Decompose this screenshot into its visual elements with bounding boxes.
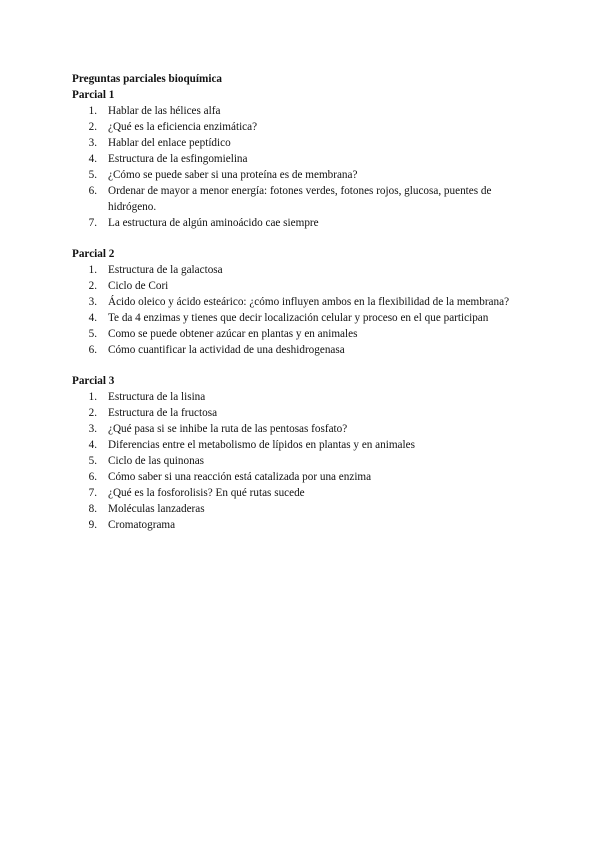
item-text: Hablar de las hélices alfa xyxy=(108,105,221,117)
document-page xyxy=(72,71,532,533)
list-item xyxy=(72,262,532,278)
list-item xyxy=(72,469,532,485)
list-item xyxy=(72,183,532,215)
item-text: Hablar del enlace peptídico xyxy=(108,137,231,149)
question-list xyxy=(72,389,532,533)
list-item xyxy=(72,437,532,453)
list-item xyxy=(72,501,532,517)
item-text: Diferencias entre el metabolismo de lípidos en plantas y en animales xyxy=(108,439,415,451)
item-number: 9. xyxy=(88,519,97,531)
item-text: Cómo cuantificar la actividad de una deshidrogenasa xyxy=(108,344,345,356)
item-text: Estructura de la fructosa xyxy=(108,407,218,419)
item-number: 1. xyxy=(88,391,97,403)
list-item xyxy=(72,389,532,405)
item-number: 6. xyxy=(88,471,97,483)
item-number: 2. xyxy=(88,280,97,292)
item-text: Ciclo de Cori xyxy=(108,280,169,292)
item-number: 3. xyxy=(88,296,97,308)
item-number: 6. xyxy=(88,185,97,197)
item-number: 3. xyxy=(88,423,97,435)
section-parcial-3 xyxy=(72,373,532,533)
list-item xyxy=(72,294,532,310)
document-title: Preguntas parciales bioquímica xyxy=(72,73,223,85)
item-number: 4. xyxy=(88,312,97,324)
item-number: 4. xyxy=(88,439,97,451)
item-text: Estructura de la lisina xyxy=(108,391,206,403)
question-list xyxy=(72,103,532,231)
item-number: 8. xyxy=(88,503,97,515)
item-number: 4. xyxy=(88,153,97,165)
list-item xyxy=(72,517,532,533)
list-item xyxy=(72,453,532,469)
item-text: Estructura de la esfingomielina xyxy=(108,153,248,165)
list-item xyxy=(72,310,532,326)
item-number: 6. xyxy=(88,344,97,356)
list-item xyxy=(72,103,532,119)
item-number: 3. xyxy=(88,137,97,149)
section-heading: Parcial 1 xyxy=(72,89,115,101)
item-number: 1. xyxy=(88,264,97,276)
list-item xyxy=(72,326,532,342)
list-item xyxy=(72,151,532,167)
section-heading: Parcial 2 xyxy=(72,248,115,260)
item-number: 2. xyxy=(88,121,97,133)
item-text: Cómo saber si una reacción está catalizada por una enzima xyxy=(108,471,372,483)
list-item xyxy=(72,167,532,183)
item-number: 5. xyxy=(88,169,97,181)
list-item xyxy=(72,119,532,135)
item-text: ¿Qué es la eficiencia enzimática? xyxy=(108,121,258,133)
item-text: Cromatograma xyxy=(108,519,176,531)
list-item xyxy=(72,405,532,421)
item-text: Ciclo de las quinonas xyxy=(108,455,205,467)
item-text: Estructura de la galactosa xyxy=(108,264,223,276)
list-item xyxy=(72,342,532,358)
item-number: 7. xyxy=(88,217,97,229)
item-text: Te da 4 enzimas y tienes que decir localización celular y proceso en el que participan xyxy=(108,312,489,324)
item-text: ¿Qué pasa si se inhibe la ruta de las pentosas fosfato? xyxy=(108,423,348,435)
section-parcial-1 xyxy=(72,87,532,231)
item-number: 5. xyxy=(88,455,97,467)
item-text: La estructura de algún aminoácido cae siempre xyxy=(108,217,319,229)
section-parcial-2 xyxy=(72,246,532,358)
item-text: ¿Qué es la fosforolisis? En qué rutas sucede xyxy=(108,487,305,499)
item-text: Ácido oleico y ácido esteárico: ¿cómo influyen ambos en la flexibilidad de la membrana? xyxy=(108,296,510,308)
list-item xyxy=(72,135,532,151)
item-text: Moléculas lanzaderas xyxy=(108,503,205,515)
item-number: 5. xyxy=(88,328,97,340)
list-item xyxy=(72,421,532,437)
list-item xyxy=(72,485,532,501)
section-heading: Parcial 3 xyxy=(72,375,115,387)
question-list xyxy=(72,262,532,358)
item-text: Como se puede obtener azúcar en plantas y en animales xyxy=(108,328,358,340)
item-text: Ordenar de mayor a menor energía: fotones verdes, fotones rojos, glucosa, puentes de hidrógeno. xyxy=(108,185,492,213)
item-number: 1. xyxy=(88,105,97,117)
item-text: ¿Cómo se puede saber si una proteína es de membrana? xyxy=(108,169,358,181)
list-item xyxy=(72,215,532,231)
list-item xyxy=(72,278,532,294)
item-number: 2. xyxy=(88,407,97,419)
item-number: 7. xyxy=(88,487,97,499)
